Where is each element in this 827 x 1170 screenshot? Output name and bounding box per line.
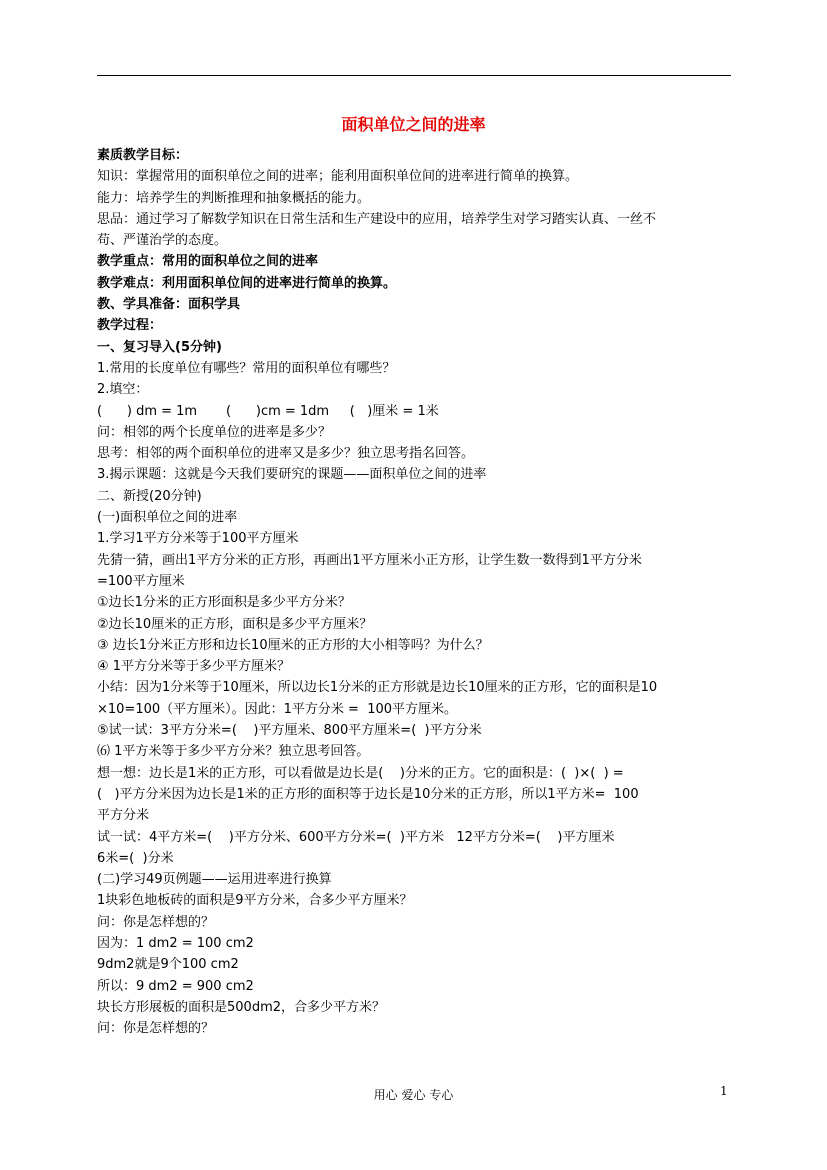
body-line: 因为：1 dm2 = 100 cm2 [97, 935, 254, 951]
body-line: ①边长1分米的正方形面积是多少平方分米？ [97, 595, 351, 611]
body-line: ③ 边长1分米正方形和边长10厘米的正方形的大小相等吗？为什么？ [97, 637, 489, 653]
body-line: 能力：培养学生的判断推理和抽象概括的能力。 [97, 190, 371, 206]
page-number: 1 [720, 1084, 728, 1098]
body-line: =100平方厘米 [97, 573, 185, 589]
document-title: 面积单位之间的进率 [341, 115, 486, 134]
section-heading-goals: 素质教学目标： [97, 148, 189, 163]
section-heading-materials: 教、学具准备：面积学具 [97, 297, 241, 313]
body-line: 1.学习1平方分米等于100平方厘米 [97, 531, 299, 547]
body-line: 问：你是怎样想的？ [97, 914, 215, 930]
body-line: (一)面积单位之间的进率 [97, 510, 238, 526]
page-footer: 用心 爱心 专心 [373, 1088, 454, 1102]
body-line: ②边长10厘米的正方形，面积是多少平方厘米？ [97, 616, 373, 632]
section-heading-difficulties: 教学难点：利用面积单位间的进率进行简单的换算。 [97, 275, 397, 291]
body-line: 问：相邻的两个长度单位的进率是多少？ [97, 424, 332, 440]
body-line: 问：你是怎样想的？ [97, 1021, 215, 1037]
body-line: ⑹ 1平方米等于多少平方分米？独立思考回答。 [97, 744, 370, 760]
body-line: ⑤试一试：3平方分米=( )平方厘米、800平方厘米=( )平方分米 [97, 723, 482, 739]
body-line: 二、新授(20分钟) [97, 488, 202, 504]
body-line: ④ 1平方分米等于多少平方厘米？ [97, 659, 291, 675]
body-line: (二)学习49页例题——运用进率进行换算 [97, 872, 332, 888]
section-heading-review: 一、复习导入(5分钟) [97, 339, 222, 355]
body-line: 想一想：边长是1米的正方形，可以看做是边长是( )分米的正方。它的面积是：( )×( ) = [97, 765, 624, 781]
body-line: 块长方形展板的面积是500dm2，合多少平方米？ [97, 999, 385, 1015]
body-line: 所以：9 dm2 = 900 cm2 [97, 978, 254, 994]
body-line: 思品：通过学习了解数学知识在日常生活和生产建设中的应用，培养学生对学习踏实认真、一丝不 [97, 211, 657, 227]
body-line: 知识：掌握常用的面积单位之间的进率；能利用面积单位间的进率进行简单的换算。 [97, 169, 579, 185]
body-line: 试一试：4平方米=( )平方分米、600平方分米=( )平方米 12平方分米=( )平方厘米 [97, 829, 615, 845]
body-line: ( ) dm = 1m ( )cm = 1dm ( )厘米 = 1米 [97, 403, 439, 419]
body-line: 6米=( )分米 [97, 850, 174, 866]
body-line: 苟、严谨治学的态度。 [97, 233, 228, 249]
body-line: 1.常用的长度单位有哪些？常用的面积单位有哪些？ [97, 360, 396, 376]
section-heading-process: 教学过程： [97, 318, 163, 334]
body-line: 3.揭示课题：这就是今天我们要研究的课题——面积单位之间的进率 [97, 467, 487, 483]
body-line: 9dm2就是9个100 cm2 [97, 957, 239, 973]
body-line: ( )平方分米因为边长是1米的正方形的面积等于边长是10分米的正方形，所以1平方米= 100 [97, 786, 639, 802]
section-heading-key-points: 教学重点：常用的面积单位之间的进率 [97, 254, 319, 270]
body-line: 1块彩色地板砖的面积是9平方分米，合多少平方厘米？ [97, 893, 413, 909]
body-line: 小结：因为1分米等于10厘米，所以边长1分米的正方形就是边长10厘米的正方形，它的面积是10 [97, 680, 658, 696]
body-line: 2.填空： [97, 382, 149, 398]
body-line: 思考：相邻的两个面积单位的进率又是多少？独立思考指名回答。 [97, 446, 475, 462]
header-rule [97, 75, 731, 76]
body-line: 先猜一猜，画出1平方分米的正方形，再画出1平方厘米小正方形，让学生数一数得到1平方分米 [97, 552, 642, 568]
document-body [97, 145, 737, 1039]
body-line: ×10=100（平方厘米）。因此：1平方分米 = 100平方厘米。 [97, 701, 458, 717]
body-line: 平方分米 [97, 808, 150, 824]
